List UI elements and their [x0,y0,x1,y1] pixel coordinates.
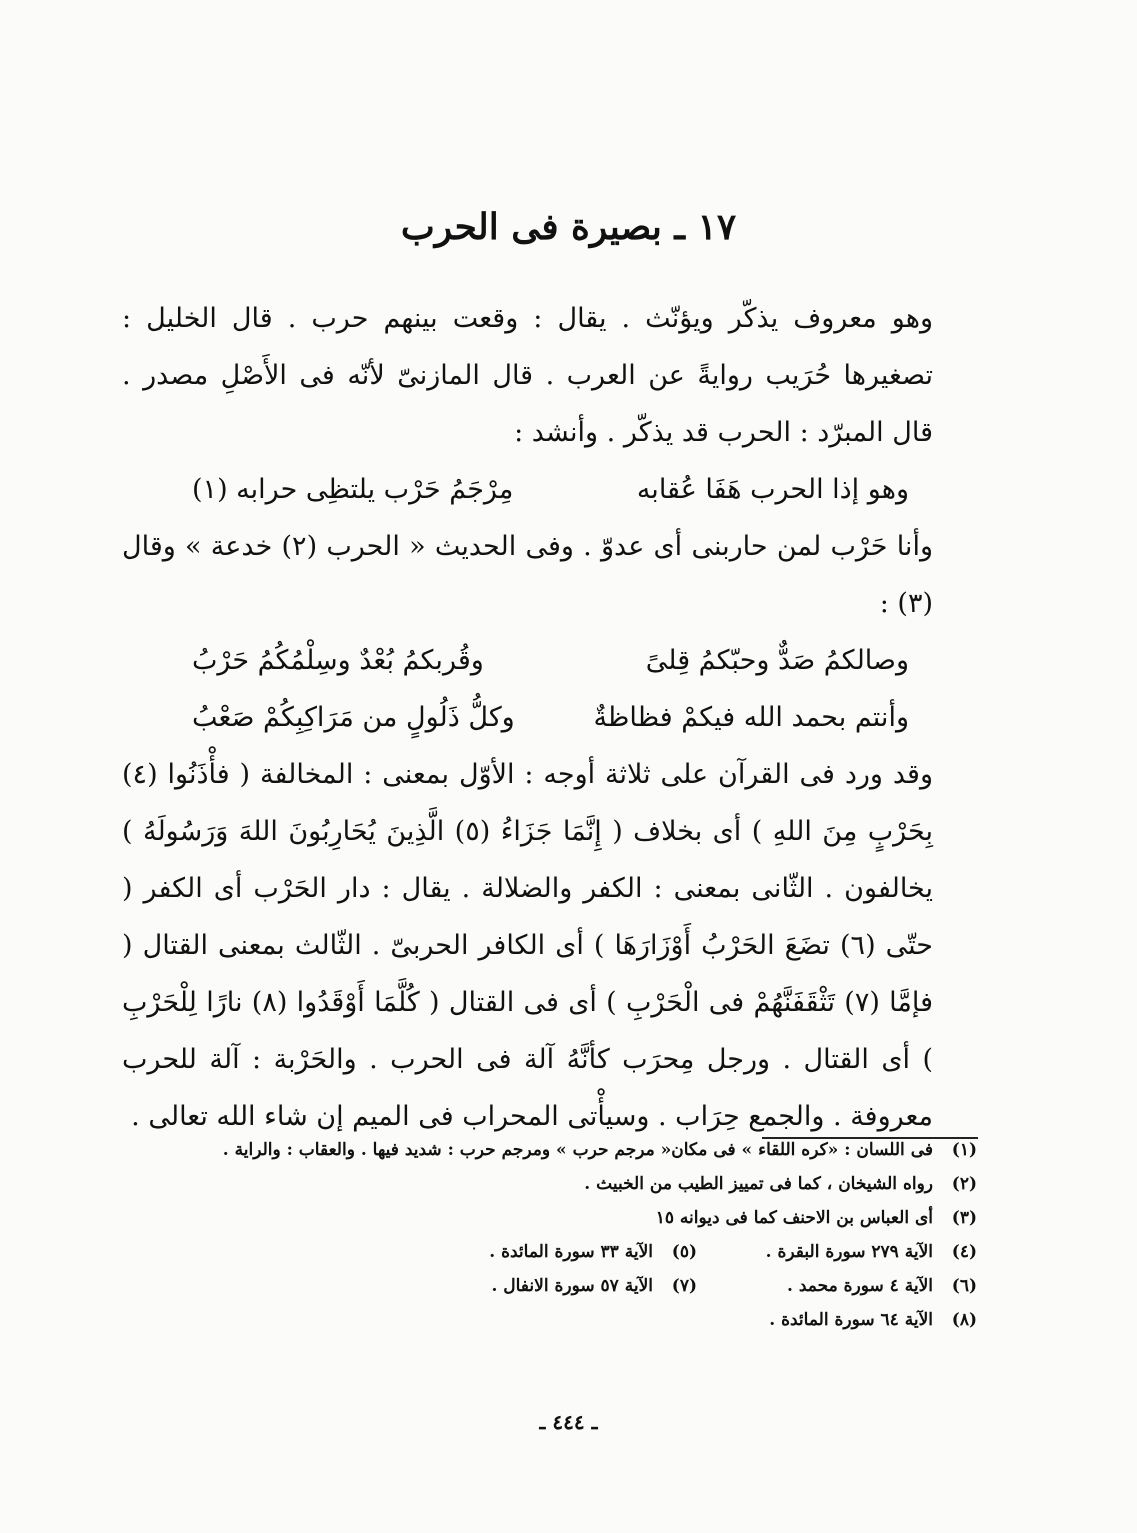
footnote-text: فى اللسان : «كره اللقاء » فى مكان« مرجم حرب » ومرجم حرب : شديد فيها . والعقاب : والراية . [222,1140,933,1160]
footnote-text: الآية ٢٧٩ سورة البقرة . [765,1242,933,1262]
footnotes [122,1133,977,1337]
footnote-text: أى العباس بن الاحنف كما فى ديوانه ١٥ [655,1208,933,1228]
footnote-3 [122,1201,977,1235]
footnote-8 [122,1303,977,1337]
verse-hemistich-right: وهو إذا الحرب هَفَا عُقابه [636,474,909,505]
footnote-5 [417,1235,697,1269]
footnote-text: الآية ٣٣ سورة المائدة . [489,1242,653,1262]
verse-hemistich-right: وأنتم بحمد الله فيكمْ فظاظةٌ [593,702,909,733]
verse-line-3 [122,689,977,746]
footnote-1 [122,1133,977,1167]
footnote-2 [122,1167,977,1201]
footnote-row-6-7 [122,1269,977,1303]
footnote-number: (٨) [951,1310,977,1330]
verse-hemistich-right: وصالكمُ صَدٌّ وحبّكمُ قِلىً [645,645,909,676]
footnote-text: الآية ٥٧ سورة الانفال . [491,1276,653,1296]
footnote-text: الآية ٦٤ سورة المائدة . [769,1310,933,1330]
footnote-number: (٦) [951,1276,977,1296]
footnote-text: رواه الشيخان ، كما فى تمييز الطيب من الخبيث . [584,1174,933,1194]
footnote-text: الآية ٤ سورة محمد . [787,1276,933,1296]
main-text [122,290,977,1145]
paragraph-1: وهو معروف يذكّر ويؤنّث . يقال : وقعت بينهم حرب . قال الخليل : تصغيرها حُرَيب روايةً عن العرب . قال المازنىّ لأنّه فى الأَصْلِ مصدر . قال المبرّد : الحرب قد يذكّر . وأنشد : [122,303,933,448]
footnote-number: (٢) [951,1174,977,1194]
verse-line-2 [122,632,977,689]
footnote-number: (١) [951,1140,977,1160]
footnote-7 [417,1269,697,1303]
footnote-number: (٤) [951,1242,977,1262]
verse-hemistich-left: وكلُّ ذَلُولٍ من مَرَاكِبِكُمْ صَعْبُ [192,702,515,733]
page-title: ١٧ ـ بصيرة فى الحرب [400,206,737,248]
footnote-number: (٧) [671,1276,697,1296]
verse-hemistich-left: وقُربكمُ بُعْدٌ وسِلْمُكُمُ حَرْبُ [192,645,484,676]
footnote-number: (٣) [951,1208,977,1228]
paragraph-2: وأنا حَرْب لمن حاربنى أى عدوّ . وفى الحديث « الحرب (٢) خدعة » وقال (٣) : [122,531,933,619]
footnote-6 [697,1269,977,1303]
footnote-4 [697,1235,977,1269]
verse-line-1 [122,461,977,518]
footnote-number: (٥) [671,1242,697,1262]
page-number: ـ ٤٤٤ ـ [539,1410,598,1434]
paragraph-3: وقد ورد فى القرآن على ثلاثة أوجه : الأوّل بمعنى : المخالفة ( فأْذَنُوا (٤) بِحَرْبٍ مِنَ اللهِ ) أى بخلاف ( إِنَّمَا جَزَاءُ (٥) الَّذِينَ يُحَارِبُونَ اللهَ وَرَسُولَهُ ) يخالفون . الثّانى بمعنى : الكفر والضلالة . يقال : دار الحَرْب أى الكفر ( حتّى (٦) تضَعَ الحَرْبُ أَوْزَارَهَا ) أى الكافر الحربىّ . الثّالث بمعنى القتال ( فإمَّا (٧) تَثْقَفَنَّهُمْ فى الْحَرْبِ ) أى فى القتال ( كُلَّمَا أَوْقَدُوا (٨) نارًا لِلْحَرْبِ ) أى القتال . ورجل مِحرَب كأنَّهُ آلة فى الحرب . والحَرْبة : آلة للحرب معروفة . والجمع حِرَاب . وسيأْتى المحراب فى الميم إن شاء الله تعالى . [122,759,933,1132]
verse-hemistich-left: مِرْجَمُ حَرْب يلتظِى حرابه (١) [192,474,514,505]
footnote-row-4-5 [122,1235,977,1269]
